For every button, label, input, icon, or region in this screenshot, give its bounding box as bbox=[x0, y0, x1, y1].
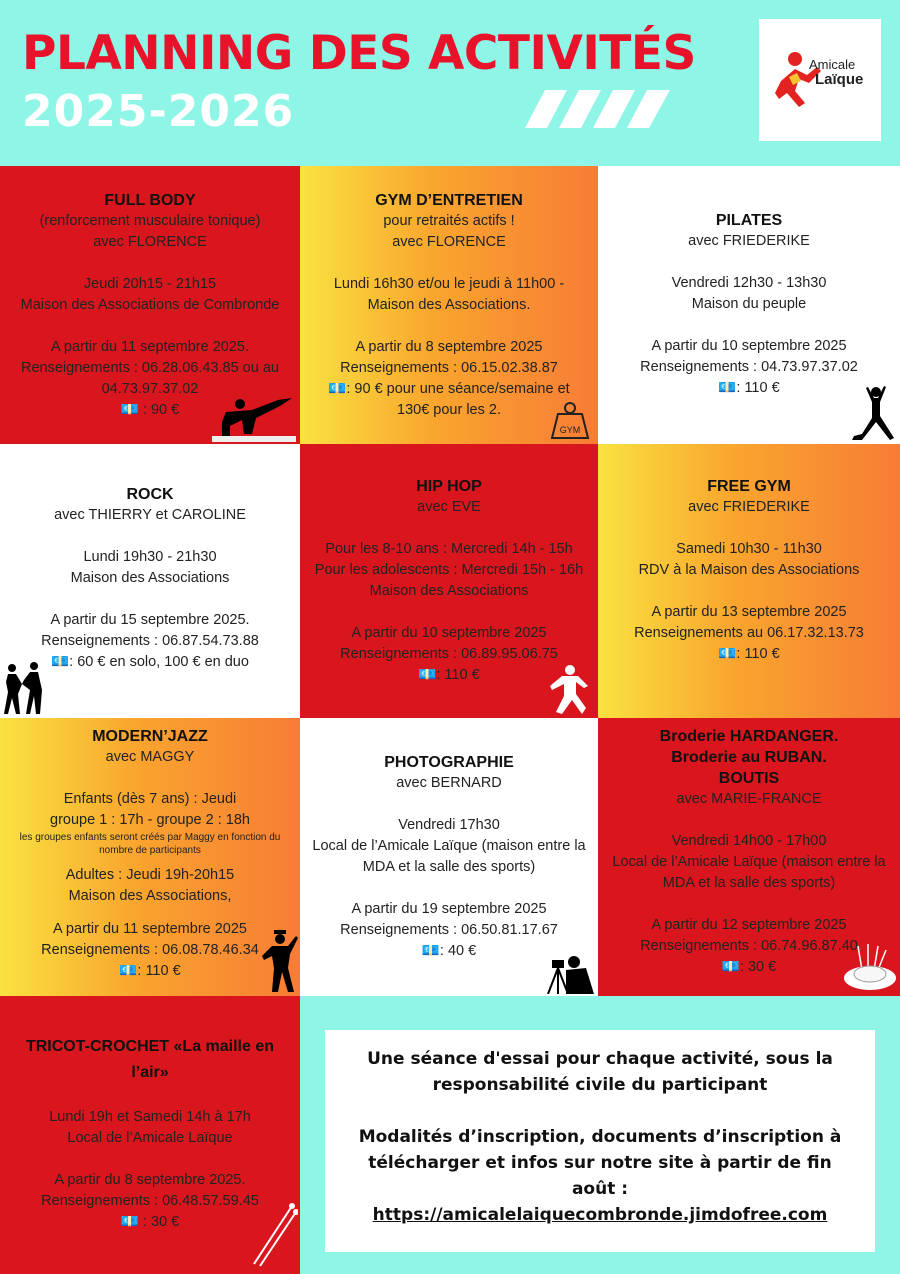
activity-schedule: Vendredi 17h30 bbox=[398, 817, 500, 833]
activity-start: A partir du 10 septembre 2025 bbox=[351, 625, 547, 641]
activity-modern-jazz bbox=[0, 718, 300, 996]
activity-teacher: avec MAGGY bbox=[105, 749, 195, 765]
activity-start: A partir du 10 septembre 2025 bbox=[651, 338, 847, 354]
activity-place: RDV à la Maison des Associations bbox=[638, 562, 860, 578]
activity-info: Renseignements : 06.50.81.17.67 bbox=[340, 922, 558, 938]
activity-schedule: Lundi 19h30 - 21h30 bbox=[83, 549, 217, 565]
activity-title: PHOTOGRAPHIE bbox=[384, 754, 514, 771]
activity-schedule: Vendredi 14h00 - 17h00 bbox=[671, 833, 827, 849]
activity-kids-note: les groupes enfants seront créés par Maggy en fonction du nombre de participants bbox=[19, 832, 281, 856]
hiphop-dancer-icon bbox=[546, 662, 592, 716]
registration-text: Modalités d’inscription, documents d’inscription à télécharger et infos sur notre site à partir de fin août : bbox=[358, 1127, 842, 1199]
activity-info: Renseignements : 06.87.54.73.88 bbox=[41, 633, 259, 649]
yoga-pose-icon bbox=[848, 384, 898, 442]
jazz-dancer-icon bbox=[262, 930, 298, 994]
activity-info: Renseignements : 06.28.06.43.85 ou au 04.73.97.37.02 bbox=[21, 360, 279, 397]
website-link[interactable]: https://amicalelaiquecombronde.jimdofree.com bbox=[372, 1205, 828, 1225]
activity-photographie bbox=[300, 718, 598, 996]
activity-gym-entretien bbox=[300, 166, 598, 444]
activity-start: A partir du 8 septembre 2025 bbox=[355, 339, 543, 355]
activity-start: A partir du 13 septembre 2025 bbox=[651, 604, 847, 620]
activity-hip-hop bbox=[300, 444, 598, 718]
activity-info: Renseignements : 06.74.96.87.40 bbox=[640, 938, 858, 954]
page-year: 2025-2026 bbox=[22, 86, 295, 137]
activity-title: ROCK bbox=[126, 486, 174, 503]
activity-title-2: Broderie au RUBAN. bbox=[671, 749, 827, 766]
activity-teacher: avec FLORENCE bbox=[392, 234, 506, 250]
activity-rock bbox=[0, 444, 300, 718]
activity-teacher: avec FRIEDERIKE bbox=[688, 499, 810, 515]
activity-info: Renseignements : 06.89.95.06.75 bbox=[340, 646, 558, 662]
activity-broderie bbox=[598, 718, 900, 996]
activity-price: 💶: 60 € en solo, 100 € en duo bbox=[51, 654, 249, 670]
activity-place: Local de l’Amicale Laïque (maison entre la MDA et la salle des sports) bbox=[612, 854, 886, 891]
activity-teacher: avec FLORENCE bbox=[93, 234, 207, 250]
activity-title: FREE GYM bbox=[707, 478, 791, 495]
activity-title: FULL BODY bbox=[104, 192, 196, 209]
photographer-icon bbox=[546, 954, 596, 994]
activity-pilates bbox=[598, 166, 900, 444]
trial-session-text: Une séance d'essai pour chaque activité, sous la responsabilité civile du participant bbox=[367, 1049, 833, 1095]
activity-start: A partir du 11 septembre 2025. bbox=[50, 339, 250, 355]
activity-tricot-crochet bbox=[0, 996, 300, 1274]
activity-start: A partir du 8 septembre 2025. bbox=[54, 1172, 246, 1188]
knitting-needles-icon bbox=[250, 1202, 298, 1268]
logo-text-1: Amicale bbox=[809, 57, 856, 72]
page-title: PLANNING DES ACTIVITÉS bbox=[22, 26, 696, 81]
activity-start: A partir du 12 septembre 2025 bbox=[651, 917, 847, 933]
activity-title: GYM D’ENTRETIEN bbox=[375, 192, 523, 209]
activity-teacher: avec THIERRY et CAROLINE bbox=[54, 507, 246, 523]
activity-schedule: Pour les adolescents : Mercredi 15h - 16h bbox=[314, 562, 584, 578]
activity-title: MODERN’JAZZ bbox=[92, 728, 208, 745]
activity-subtitle: (renforcement musculaire tonique) bbox=[39, 213, 261, 229]
header bbox=[0, 0, 900, 166]
activity-kids: Enfants (dès 7 ans) : Jeudi bbox=[63, 791, 237, 807]
activity-title-3: BOUTIS bbox=[718, 770, 780, 787]
activity-price: 💶: 30 € bbox=[721, 959, 777, 975]
activity-place: Maison du peuple bbox=[691, 296, 807, 312]
activity-teacher: avec BERNARD bbox=[396, 775, 502, 791]
pincushion-icon bbox=[842, 942, 898, 994]
activity-teacher: avec EVE bbox=[417, 499, 481, 515]
activity-place: Maison des Associations bbox=[70, 570, 230, 586]
activity-place: Maison des Associations, bbox=[68, 888, 232, 904]
activity-start: A partir du 15 septembre 2025. bbox=[50, 612, 250, 628]
fitness-pose-icon bbox=[212, 394, 296, 442]
activity-price: 💶: 110 € bbox=[718, 646, 780, 662]
activity-schedule: Lundi 19h et Samedi 14h à 17h bbox=[49, 1109, 251, 1125]
activity-start: A partir du 11 septembre 2025 bbox=[53, 921, 247, 937]
stripes-decoration bbox=[525, 90, 670, 128]
amicale-laique-logo bbox=[759, 19, 881, 141]
logo-text-2: Laïque bbox=[815, 71, 864, 88]
activity-adults: Adultes : Jeudi 19h-20h15 bbox=[65, 867, 235, 883]
activity-schedule: Vendredi 12h30 - 13h30 bbox=[671, 275, 827, 291]
activity-schedule: Lundi 16h30 et/ou le jeudi à 11h00 - bbox=[333, 276, 565, 292]
activity-info: Renseignements au 06.17.32.13.73 bbox=[634, 625, 864, 641]
activity-price: 💶 : 90 € bbox=[120, 402, 180, 418]
activity-title: HIP HOP bbox=[416, 478, 482, 495]
activity-price: 💶: 110 € bbox=[418, 667, 480, 683]
dancing-couple-icon bbox=[2, 660, 46, 716]
activity-start: A partir du 19 septembre 2025 bbox=[351, 901, 547, 917]
activity-full-body bbox=[0, 166, 300, 444]
activity-title-1: Broderie HARDANGER. bbox=[659, 728, 839, 745]
activity-title: TRICOT-CROCHET «La maille en l’air» bbox=[25, 1038, 275, 1081]
activity-price: 💶 : 30 € bbox=[120, 1214, 180, 1230]
activity-title: PILATES bbox=[715, 212, 783, 229]
activity-place: Maison des Associations. bbox=[367, 297, 531, 313]
activity-price: 💶: 110 € bbox=[119, 963, 181, 979]
info-note bbox=[325, 1030, 875, 1252]
activity-schedule: Jeudi 20h15 - 21h15 bbox=[83, 276, 217, 292]
activity-kids-groups: groupe 1 : 17h - groupe 2 : 18h bbox=[50, 812, 250, 828]
activity-subtitle: pour retraités actifs ! bbox=[383, 213, 515, 229]
gym-icon-label: GYM bbox=[559, 425, 581, 435]
gym-weight-icon bbox=[550, 400, 590, 440]
activity-price: 💶: 40 € bbox=[421, 943, 477, 959]
activity-info: Renseignements : 06.08.78.46.34 bbox=[41, 942, 259, 958]
activity-place: Maison des Associations de Combronde bbox=[20, 297, 280, 313]
activity-place: Local de l’Amicale Laïque bbox=[67, 1130, 233, 1146]
activity-schedule: Samedi 10h30 - 11h30 bbox=[676, 541, 822, 557]
activity-schedule: Pour les 8-10 ans : Mercredi 14h - 15h bbox=[325, 541, 573, 557]
activity-teacher: avec MARIE-FRANCE bbox=[676, 791, 822, 807]
activity-place: Maison des Associations bbox=[369, 583, 529, 599]
activity-info: Renseignements : 06.15.02.38.87 bbox=[340, 360, 558, 376]
activity-price: 💶: 110 € bbox=[718, 380, 780, 396]
activity-price: 💶: 90 € pour une séance/semaine et 130€ pour les 2. bbox=[328, 381, 570, 418]
activity-info: Renseignements : 06.48.57.59.45 bbox=[41, 1193, 259, 1209]
activity-free-gym bbox=[598, 444, 900, 718]
activity-teacher: avec FRIEDERIKE bbox=[688, 233, 810, 249]
activity-place: Local de l’Amicale Laïque (maison entre la MDA et la salle des sports) bbox=[312, 838, 586, 875]
activity-info: Renseignements : 04.73.97.37.02 bbox=[640, 359, 858, 375]
